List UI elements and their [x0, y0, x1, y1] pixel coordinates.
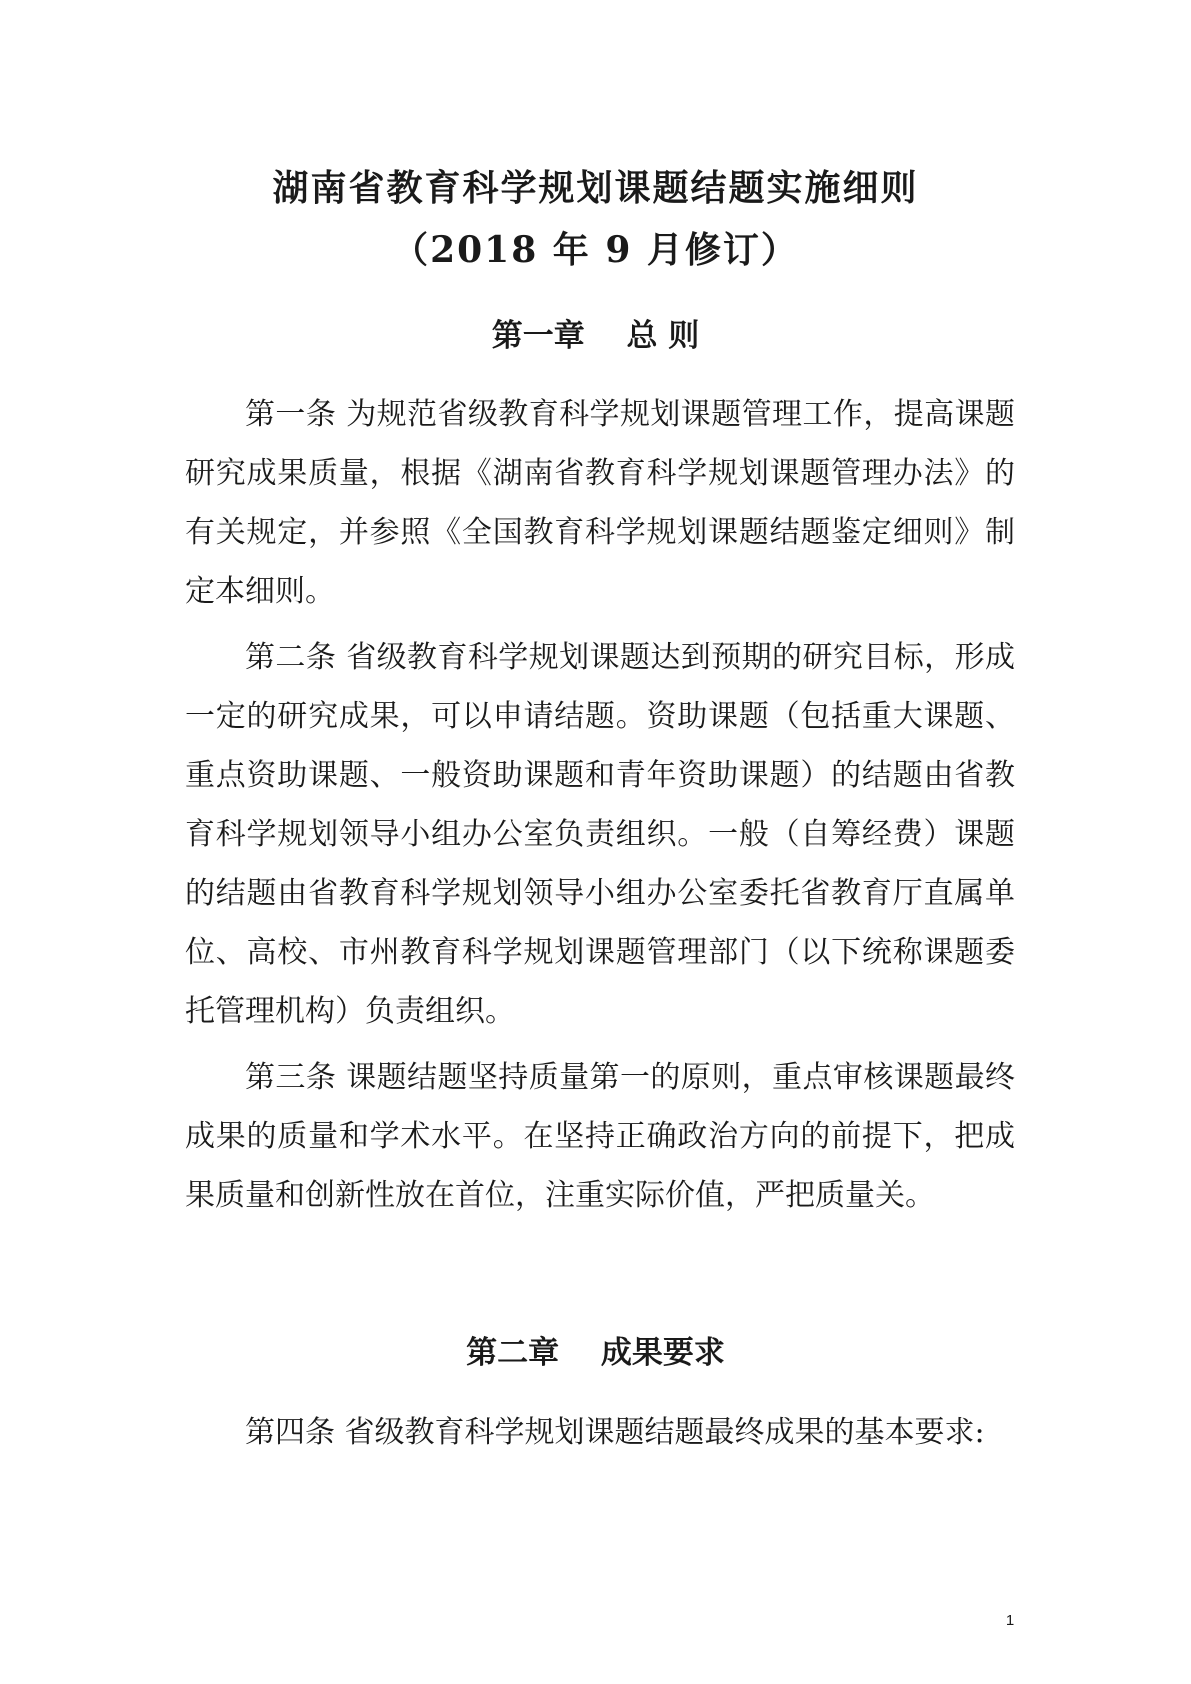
document-subtitle: （2018 年 9 月修订）: [392, 229, 799, 271]
article-paragraph: 第三条 课题结题坚持质量第一的原则，重点审核课题最终成果的质量和学术水平。在坚持正确政治方向的前提下，把成果质量和创新性放在首位，注重实际价值，严把质量关。: [185, 1060, 1015, 1213]
chapter-heading: 第二章 成果要求: [466, 1335, 725, 1371]
chapter-heading: 第一章 总 则: [491, 318, 700, 354]
page-number: 1: [1005, 1612, 1015, 1629]
article-paragraph: 第一条 为规范省级教育科学规划课题管理工作，提高课题研究成果质量，根据《湖南省教育科学规划课题管理办法》的有关规定，并参照《全国教育科学规划课题结题鉴定细则》制定本细则。: [185, 397, 1015, 609]
document-title: 湖南省教育科学规划课题结题实施细则: [272, 167, 919, 209]
article-paragraph: 第四条 省级教育科学规划课题结题最终成果的基本要求:: [245, 1415, 985, 1450]
article-paragraph: 第二条 省级教育科学规划课题达到预期的研究目标，形成一定的研究成果，可以申请结题。资助课题（包括重大课题、重点资助课题、一般资助课题和青年资助课题）的结题由省教育科学规划领导小组办公室负责组织。一般（自筹经费）课题的结题由省教育科学规划领导小组办公室委托省教育厅直属单位、高校、市州教育科学规划课题管理部门（以下统称课题委托管理机构）负责组织。: [185, 640, 1015, 1029]
